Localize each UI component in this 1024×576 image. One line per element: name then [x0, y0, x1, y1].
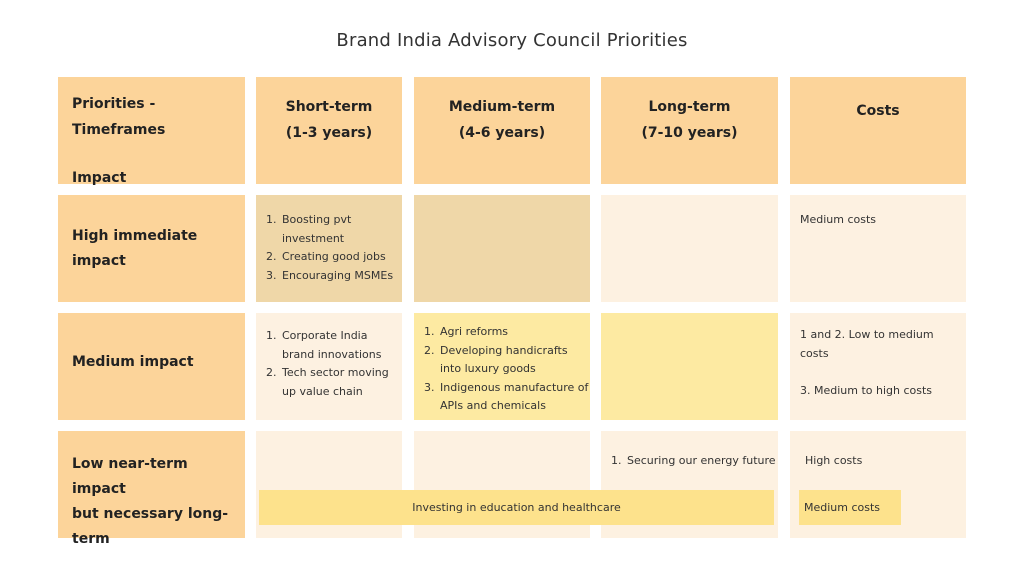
column-header-label: Medium-term: [448, 99, 556, 115]
row-header-label: Low near-term impact: [72, 456, 188, 497]
cell-high-long-term: [601, 195, 778, 302]
list-item: 1. Boosting pvt investment: [280, 211, 402, 248]
row-header-medium-impact: [58, 313, 245, 420]
column-header-medium-term: [414, 77, 590, 184]
column-header-sublabel: (1-3 years): [285, 125, 373, 141]
column-header-costs: [790, 77, 966, 184]
row-header-label: impact: [72, 253, 126, 269]
education-healthcare-bar: [259, 490, 774, 525]
cell-medium-costs: [790, 313, 966, 420]
span-bar-label: Investing in education and healthcare: [412, 501, 621, 514]
list-item: 1. Corporate India brand innovations: [280, 327, 402, 364]
cell-medium-short-term: [256, 313, 402, 420]
row-header-label: High immediate: [72, 228, 198, 244]
column-header-label: Long-term: [648, 99, 731, 115]
corner-header-timeframes: Priorities - Timeframes: [72, 96, 166, 138]
list-item: 3. Indigenous manufacture of APIs and chemicals: [438, 379, 590, 416]
list-item: 2. Developing handicrafts into luxury goods: [438, 342, 590, 379]
column-header-sublabel: (7-10 years): [641, 125, 738, 141]
column-header-short-term: [256, 77, 402, 184]
column-header-long-term: [601, 77, 778, 184]
cost-text: 1 and 2. Low to medium costs: [800, 328, 934, 360]
cell-medium-long-term: [601, 313, 778, 420]
list-item: 1. Agri reforms: [438, 323, 590, 342]
corner-header-impact: Impact: [72, 170, 127, 186]
list-item: 2. Creating good jobs: [280, 248, 402, 267]
column-header-label: Costs: [856, 103, 900, 119]
row-header-label: Medium impact: [72, 354, 194, 370]
row-header-label: but necessary long-: [72, 506, 229, 522]
column-header-label: Short-term: [285, 99, 373, 115]
cell-high-costs: [790, 195, 966, 302]
span-cost-label: Medium costs: [804, 501, 881, 514]
list-item: 3. Encouraging MSMEs: [280, 267, 402, 286]
cost-text: 3. Medium to high costs: [800, 384, 933, 397]
corner-header-cell: [58, 77, 245, 184]
row-header-low-near-term-impact: [58, 431, 245, 547]
cost-text: Medium costs: [800, 213, 877, 226]
cost-text: High costs: [805, 454, 863, 467]
list-item: 2. Tech sector moving up value chain: [280, 364, 402, 401]
cell-high-medium-term: [414, 195, 590, 302]
list-item: 1. Securing our energy future: [625, 452, 778, 471]
row-header-high-immediate-impact: [58, 195, 245, 302]
education-healthcare-cost-bar: [799, 490, 901, 525]
cell-medium-medium-term: [414, 313, 590, 420]
row-header-label: term: [72, 531, 110, 547]
column-header-sublabel: (4-6 years): [458, 125, 546, 141]
cell-high-short-term: [256, 195, 402, 302]
page-title: Brand India Advisory Council Priorities: [336, 30, 688, 51]
